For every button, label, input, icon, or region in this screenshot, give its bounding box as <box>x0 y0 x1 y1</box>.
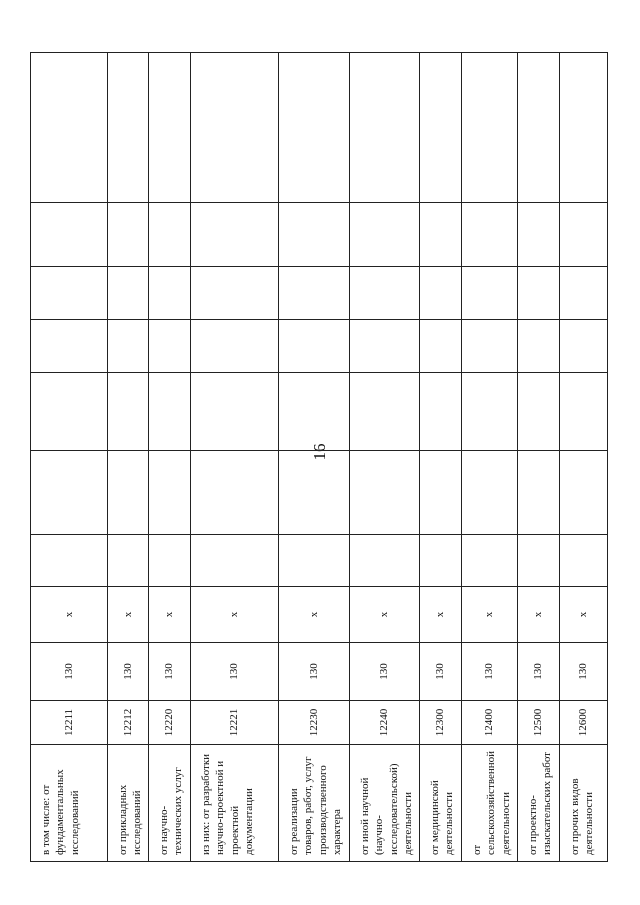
empty-cell <box>279 535 350 587</box>
row-mark: x <box>420 587 462 643</box>
row-kosgu: 130 <box>462 643 518 701</box>
empty-cell <box>462 320 518 373</box>
empty-cell <box>350 373 420 451</box>
empty-cell <box>191 267 279 320</box>
empty-cell <box>350 320 420 373</box>
empty-cell <box>420 320 462 373</box>
row-label: от научно-технических услуг <box>149 745 191 862</box>
empty-cell <box>108 203 149 267</box>
row-kosgu: 130 <box>420 643 462 701</box>
row-label: от иной научной (научно-исследовательской) деятельности <box>350 745 420 862</box>
empty-cell <box>462 203 518 267</box>
table-row <box>108 53 149 862</box>
empty-cell <box>462 451 518 535</box>
empty-cell <box>350 535 420 587</box>
row-label: от прикладных исследований <box>108 745 149 862</box>
empty-cell <box>31 267 108 320</box>
row-kosgu: 130 <box>560 643 608 701</box>
empty-cell <box>279 53 350 203</box>
empty-cell <box>191 53 279 203</box>
empty-cell <box>191 535 279 587</box>
empty-cell <box>462 53 518 203</box>
empty-cell <box>560 451 608 535</box>
row-mark: x <box>108 587 149 643</box>
empty-cell <box>149 320 191 373</box>
empty-cell <box>31 373 108 451</box>
row-label: от прочих видов деятельности <box>560 745 608 862</box>
empty-cell <box>462 373 518 451</box>
row-mark: x <box>279 587 350 643</box>
empty-cell <box>420 373 462 451</box>
empty-cell <box>350 267 420 320</box>
empty-cell <box>350 53 420 203</box>
row-code: 12221 <box>191 701 279 745</box>
empty-cell <box>31 320 108 373</box>
empty-cell <box>462 535 518 587</box>
empty-cell <box>462 267 518 320</box>
table-row <box>31 53 108 862</box>
row-code: 12500 <box>518 701 560 745</box>
row-mark: x <box>350 587 420 643</box>
row-code: 12230 <box>279 701 350 745</box>
empty-cell <box>149 53 191 203</box>
empty-cell <box>420 535 462 587</box>
row-kosgu: 130 <box>149 643 191 701</box>
table-body <box>31 53 608 862</box>
empty-cell <box>518 203 560 267</box>
empty-cell <box>560 203 608 267</box>
empty-cell <box>560 373 608 451</box>
empty-cell <box>191 203 279 267</box>
row-mark: x <box>149 587 191 643</box>
empty-cell <box>108 373 149 451</box>
empty-cell <box>420 267 462 320</box>
empty-cell <box>108 451 149 535</box>
row-mark: x <box>31 587 108 643</box>
row-mark: x <box>518 587 560 643</box>
empty-cell <box>560 53 608 203</box>
empty-cell <box>350 451 420 535</box>
empty-cell <box>191 373 279 451</box>
row-label: от проектно-изыскательских работ <box>518 745 560 862</box>
row-kosgu: 130 <box>350 643 420 701</box>
empty-cell <box>191 451 279 535</box>
empty-cell <box>518 267 560 320</box>
empty-cell <box>518 535 560 587</box>
empty-cell <box>108 320 149 373</box>
empty-cell <box>191 320 279 373</box>
row-kosgu: 130 <box>518 643 560 701</box>
row-label: от сельскохозяйственной деятельности <box>462 745 518 862</box>
page-number: 16 <box>310 443 329 461</box>
row-code: 12220 <box>149 701 191 745</box>
empty-cell <box>279 203 350 267</box>
empty-cell <box>560 267 608 320</box>
empty-cell <box>31 203 108 267</box>
row-code: 12400 <box>462 701 518 745</box>
empty-cell <box>420 451 462 535</box>
table-row <box>350 53 420 862</box>
empty-cell <box>518 373 560 451</box>
empty-cell <box>350 203 420 267</box>
row-kosgu: 130 <box>31 643 108 701</box>
empty-cell <box>149 451 191 535</box>
empty-cell <box>108 535 149 587</box>
row-kosgu: 130 <box>191 643 279 701</box>
empty-cell <box>31 451 108 535</box>
empty-cell <box>420 53 462 203</box>
empty-cell <box>149 203 191 267</box>
row-code: 12212 <box>108 701 149 745</box>
empty-cell <box>279 451 350 535</box>
row-code: 12240 <box>350 701 420 745</box>
row-code: 12600 <box>560 701 608 745</box>
table-row <box>420 53 462 862</box>
empty-cell <box>560 535 608 587</box>
empty-cell <box>279 320 350 373</box>
table-row <box>518 53 560 862</box>
empty-cell <box>149 267 191 320</box>
empty-cell <box>31 535 108 587</box>
row-label: из них: от разработки научно-проектной и проектной документации <box>191 745 279 862</box>
row-label: в том числе: от фундаментальных исследований <box>31 745 108 862</box>
row-code: 12211 <box>31 701 108 745</box>
row-mark: x <box>560 587 608 643</box>
empty-cell <box>31 53 108 203</box>
row-mark: x <box>462 587 518 643</box>
empty-cell <box>108 267 149 320</box>
empty-cell <box>149 535 191 587</box>
empty-cell <box>279 373 350 451</box>
empty-cell <box>420 203 462 267</box>
table-row <box>191 53 279 862</box>
row-code: 12300 <box>420 701 462 745</box>
empty-cell <box>518 451 560 535</box>
empty-cell <box>560 320 608 373</box>
empty-cell <box>279 267 350 320</box>
empty-cell <box>149 373 191 451</box>
empty-cell <box>518 320 560 373</box>
row-label: от реализации товаров, работ, услуг производственного характера <box>279 745 350 862</box>
table-row <box>462 53 518 862</box>
table-row <box>279 53 350 862</box>
financial-table <box>30 52 608 862</box>
row-label: от медицинской деятельности <box>420 745 462 862</box>
row-kosgu: 130 <box>108 643 149 701</box>
table-row <box>560 53 608 862</box>
table-row <box>149 53 191 862</box>
empty-cell <box>518 53 560 203</box>
row-kosgu: 130 <box>279 643 350 701</box>
empty-cell <box>108 53 149 203</box>
row-mark: x <box>191 587 279 643</box>
